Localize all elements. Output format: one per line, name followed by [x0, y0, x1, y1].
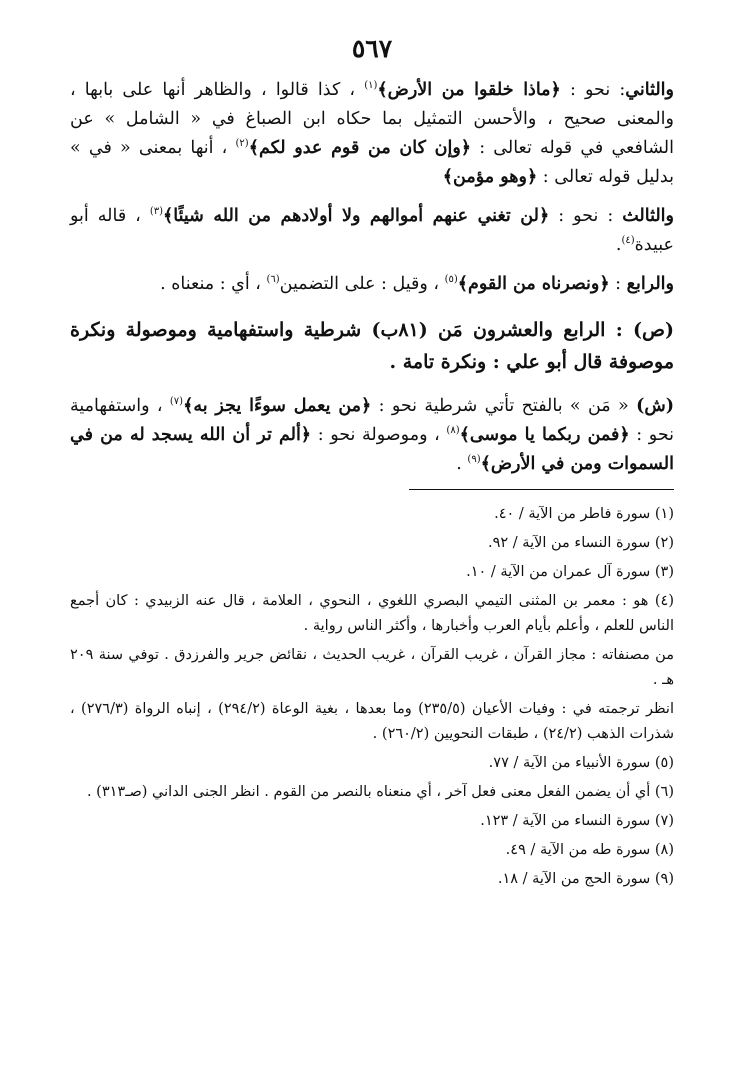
text-run: . [615, 235, 622, 255]
footnote-7: (٧) سورة النساء من الآية / ١٢٣. [480, 813, 674, 829]
text-run: ، أنها بمعنى « في » بدليل قوله تعالى : [70, 138, 674, 187]
text-run: : نحو : [560, 80, 626, 100]
quran-quote: ﴿وإن كان من قوم عدو لكم﴾ [248, 138, 472, 158]
text-run: ، أي : منعناه . [160, 274, 267, 294]
footnote-ref: (٥) [444, 274, 458, 286]
footnote-ref: (٦) [266, 274, 280, 286]
text-run: ، قاله أبو عبيدة [70, 206, 674, 255]
quran-quote: ﴿ألم تر أن الله يسجد له من في السموات ومن في الأرض﴾ [70, 425, 674, 474]
footnote-ref: (٣) [149, 206, 164, 218]
text-run: ، وموصولة نحو : [311, 425, 447, 445]
paragraph-lead: (ش) [636, 396, 674, 416]
footnote-ref: (٤) [621, 235, 635, 247]
footnote-ref: (١) [364, 80, 378, 92]
footnote-ref: (٩) [467, 454, 481, 466]
text-run: ، واستفهامية نحو : [70, 396, 674, 445]
footnote-9: (٩) سورة الحج من الآية / ١٨. [497, 871, 674, 887]
footnote-4-sources: انظر ترجمته في : وفيات الأعيان (٢٣٥/٥) وما بعدها ، بغية الوعاة (٢٩٤/٢) ، إنباه الرواة (٢٧٦/٣) ، شذرات الذهب (٢٤/٢) ، طبقات النحويين (٢٦٠/٢) . [70, 701, 674, 742]
footnote-ref: (٧) [169, 396, 184, 408]
quran-quote: ﴿فمن ربكما يا موسى﴾ [459, 425, 630, 445]
footnote-ref: (٨) [446, 425, 460, 437]
text-run: . [456, 454, 468, 474]
text-run: ، وقيل : على التضمين [279, 274, 445, 294]
paragraph-lead: والثالث [622, 206, 674, 226]
quran-quote: ﴿ماذا خلقوا من الأرض﴾ [377, 80, 561, 100]
footnote-1: (١) سورة فاطر من الآية / ٤٠. [494, 506, 674, 522]
text-run: : نحو : [549, 206, 623, 226]
footnotes [70, 502, 674, 892]
text-run: : [609, 274, 627, 294]
footnote-2: (٢) سورة النساء من الآية / ٩٢. [488, 535, 674, 551]
footnote-separator-wrap [70, 489, 674, 490]
quran-quote: ﴿لن تغني عنهم أموالهم ولا أولادهم من الله شيئًا﴾ [163, 206, 550, 226]
paragraph-lead: والرابع [626, 274, 674, 294]
paragraph-fourth-meaning [70, 270, 674, 299]
footnote-4-works: من مصنفاته : مجاز القرآن ، غريب القرآن ، غريب الحديث ، نقائض جرير والفرزدق . توفي سنة ٢٠٩ هـ . [70, 647, 674, 688]
text-run: ، كذا قالوا ، والظاهر أنها على بابها ، والمعنى صحيح ، والأحسن التمثيل بما حكاه ابن الصباغ في « الشامل » عن الشافعي في قوله تعالى : [70, 80, 674, 158]
paragraph-lead: والثاني [625, 80, 674, 100]
matn-statement: (ص) : الرابع والعشرون مَن (٨١ب) شرطية واستفهامية وموصولة ونكرة موصوفة قال أبو علي : ونكرة تامة . [70, 319, 674, 373]
page-number: ٥٦٧ [351, 34, 393, 63]
footnote-5: (٥) سورة الأنبياء من الآية / ٧٧. [488, 755, 674, 771]
footnote-ref: (٢) [235, 138, 249, 150]
quran-quote: ﴿وهو مؤمن﴾ [442, 167, 538, 187]
footnote-6: (٦) أي أن يضمن الفعل معنى فعل آخر ، أي منعناه بالنصر من القوم . انظر الجنى الداني (صـ٣١٣) . [86, 784, 674, 800]
sharh-paragraph [70, 392, 674, 479]
footnote-8: (٨) سورة طه من الآية / ٤٩. [505, 842, 674, 858]
paragraph-third-meaning [70, 202, 674, 260]
text-run: « مَن » بالفتح تأتي شرطية نحو : [371, 396, 637, 416]
footnote-separator [409, 489, 674, 490]
footnote-4: (٤) هو : معمر بن المثنى التيمي البصري اللغوي ، النحوي ، العلامة ، قال عنه الزبيدي : كان أجمع الناس للعلم ، وأعلم بأيام العرب وأخبارها ، وأكثر الناس رواية . [70, 593, 674, 634]
quran-quote: ﴿ونصرناه من القوم﴾ [457, 274, 610, 294]
quran-quote: ﴿من يعمل سوءًا يجز به﴾ [183, 396, 372, 416]
paragraph-second-meaning [70, 76, 674, 192]
footnote-3: (٣) سورة آل عمران من الآية / ١٠. [466, 564, 674, 580]
